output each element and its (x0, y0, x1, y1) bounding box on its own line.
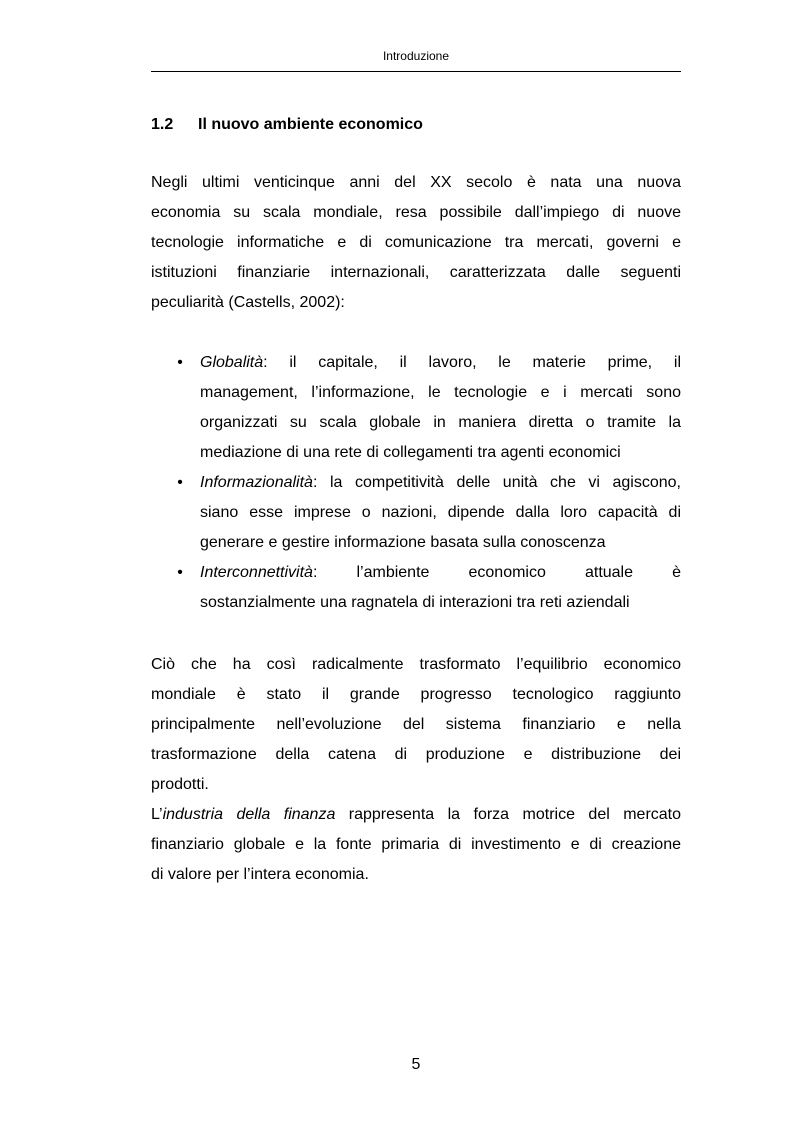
section-number: 1.2 (151, 116, 174, 133)
paragraph-line: principalmente nell’evoluzione del sistema finanziario e nella (151, 716, 681, 733)
bullet-text: : il capitale, il lavoro, le materie prime, il (263, 354, 681, 371)
bullet-list (151, 348, 681, 618)
paragraph-line: di valore per l’intera economia. (151, 866, 369, 883)
bullet-term: Globalità (200, 354, 264, 371)
bullet-line: siano esse imprese o nazioni, dipende dalla loro capacità di (200, 504, 681, 521)
paragraph-line: mondiale è stato il grande progresso tecnologico raggiunto (151, 686, 681, 703)
intro-paragraph (151, 168, 681, 318)
bullet-dot-icon: • (177, 564, 183, 581)
paragraph-line: Ciò che ha così radicalmente trasformato l’equilibrio economico (151, 656, 681, 673)
paragraph-line: economia su scala mondiale, resa possibile dall’impiego di nuove (151, 204, 681, 221)
bullet-text: : la competitività delle unità che vi agiscono, (312, 474, 681, 491)
bullet-first-line (200, 558, 681, 588)
paragraph-text: rappresenta la forza motrice del mercato (335, 806, 682, 823)
bullet-item-informazionalita (151, 468, 681, 558)
bullet-dot-icon: • (177, 474, 183, 491)
bullet-item-globalita (151, 348, 681, 468)
bullet-term: Informazionalità (200, 474, 313, 491)
paragraph-first-line (151, 800, 681, 830)
bullet-line: organizzati su scala globale in maniera diretta o tramite la (200, 414, 681, 431)
closing-paragraph (151, 650, 681, 800)
bullet-dot-icon: • (177, 354, 183, 371)
emphasized-term: industria della finanza (162, 806, 336, 823)
paragraph-line: istituzioni finanziarie internazionali, caratterizzata dalle seguenti (151, 264, 681, 281)
bullet-first-line (200, 348, 681, 378)
running-header: Introduzione (382, 49, 450, 63)
bullet-item-interconnettivita (151, 558, 681, 618)
bullet-line: generare e gestire informazione basata sulla conoscenza (200, 534, 606, 551)
section-heading (151, 115, 423, 135)
bullet-line: sostanzialmente una ragnatela di interazioni tra reti aziendali (200, 594, 630, 611)
paragraph-line: trasformazione della catena di produzione e distribuzione dei (151, 746, 681, 763)
paragraph-line: peculiarità (Castells, 2002): (151, 294, 345, 311)
paragraph-prefix: L’ (151, 806, 163, 823)
bullet-text: : l’ambiente economico attuale è (312, 564, 681, 581)
bullet-line: management, l’informazione, le tecnologie e i mercati sono (200, 384, 681, 401)
paragraph-line: finanziario globale e la fonte primaria di investimento e di creazione (151, 836, 681, 853)
page-number: 5 (411, 1056, 421, 1073)
paragraph-line: prodotti. (151, 776, 209, 793)
section-title: Il nuovo ambiente economico (198, 116, 423, 133)
bullet-term: Interconnettività (200, 564, 313, 581)
finance-paragraph (151, 800, 681, 890)
bullet-line: mediazione di una rete di collegamenti tra agenti economici (200, 444, 621, 461)
bullet-first-line (200, 468, 681, 498)
paragraph-line: Negli ultimi venticinque anni del XX secolo è nata una nuova (151, 174, 681, 191)
paragraph-line: tecnologie informatiche e di comunicazione tra mercati, governi e (151, 234, 681, 251)
header-rule (151, 71, 681, 72)
